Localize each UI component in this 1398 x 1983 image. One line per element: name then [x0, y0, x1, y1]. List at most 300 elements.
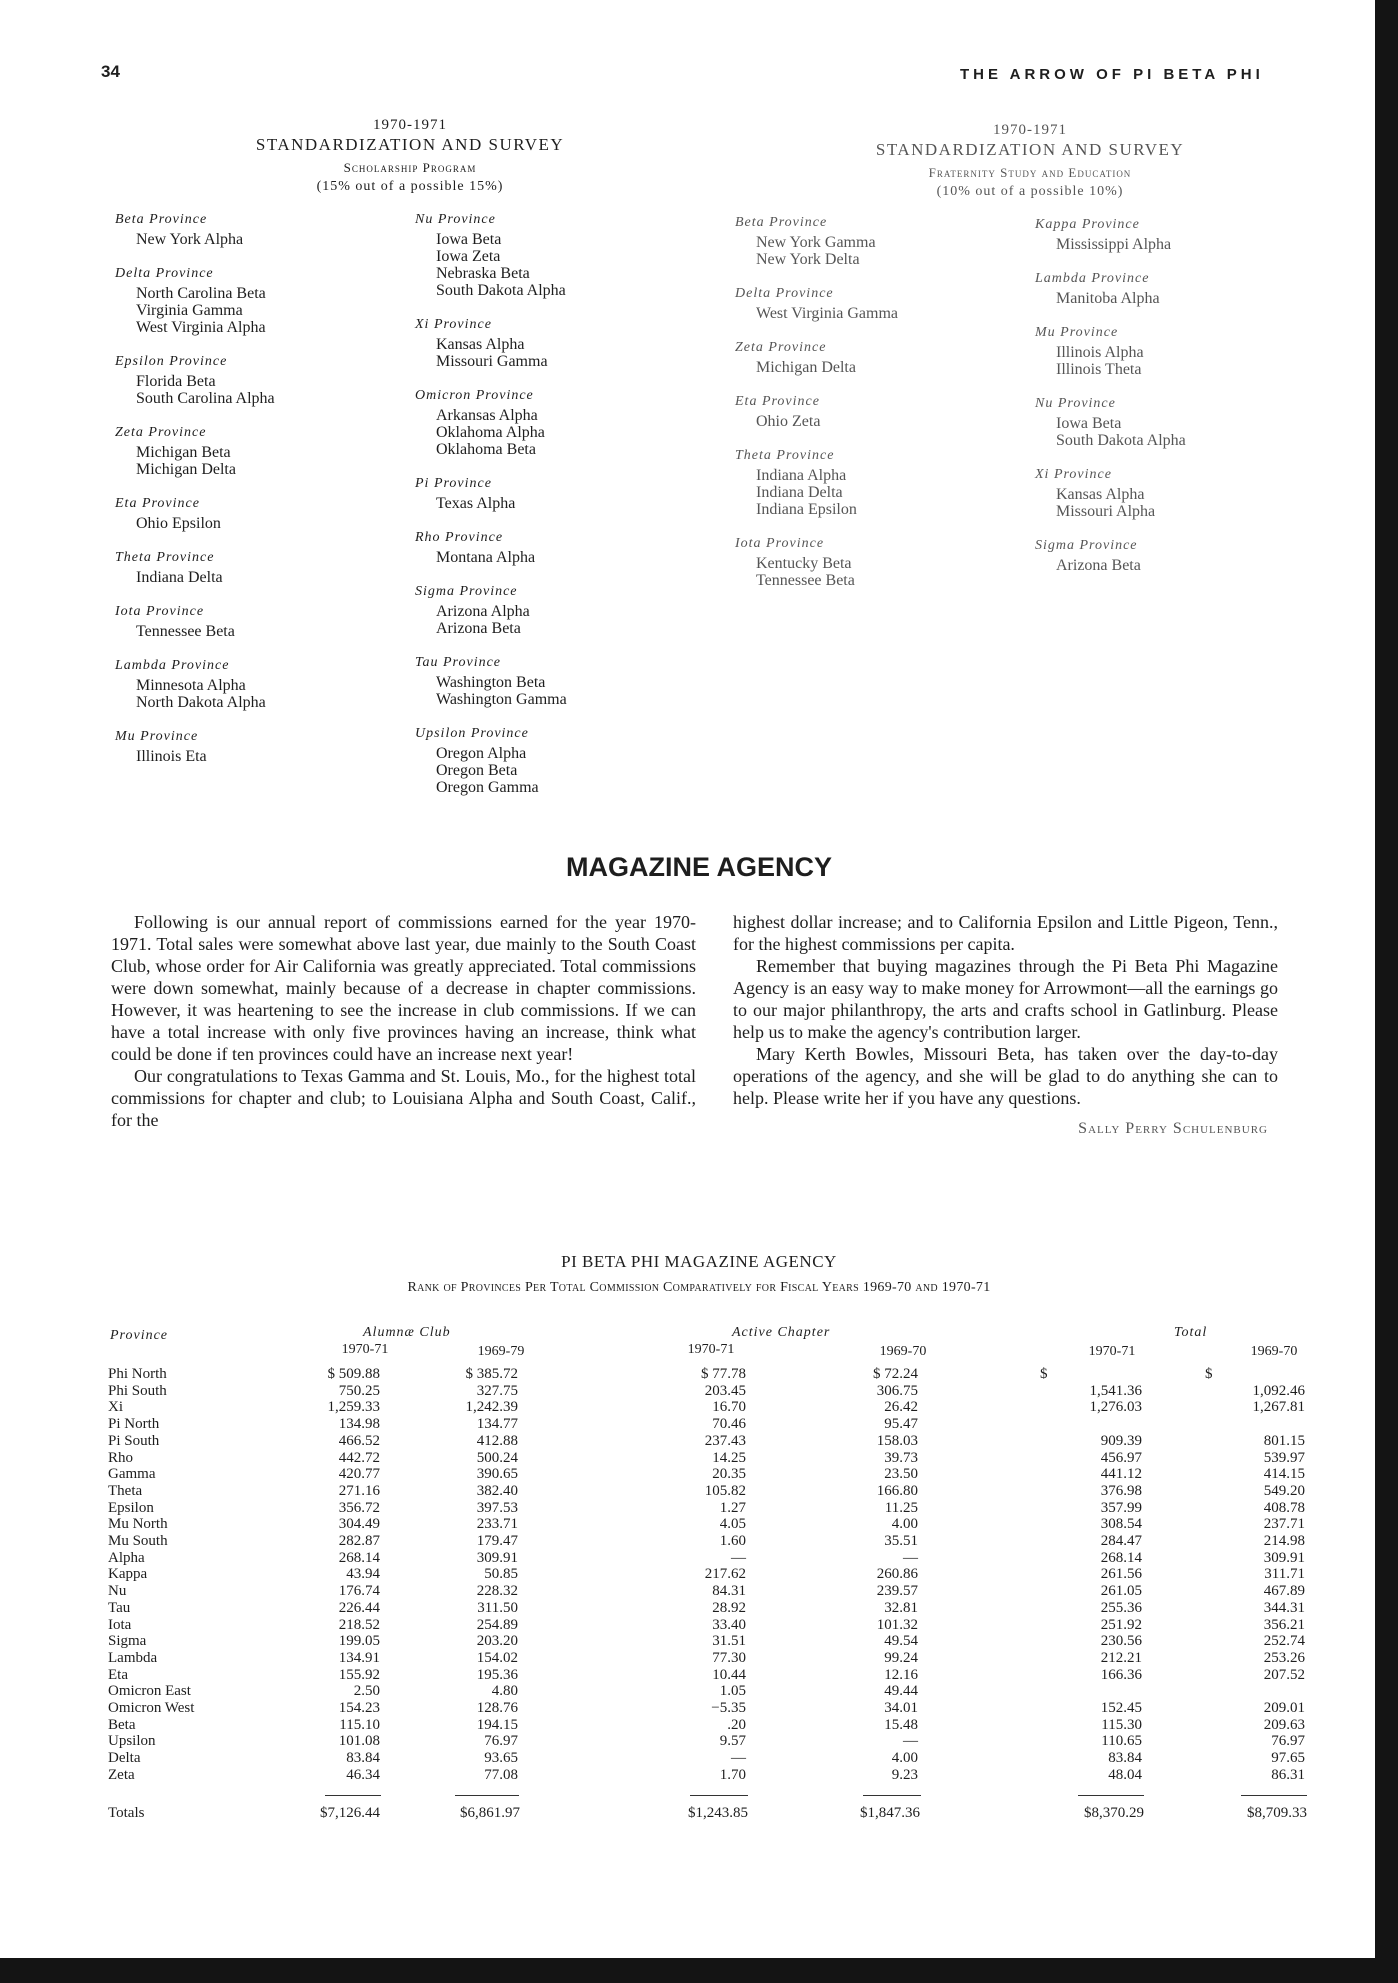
table-cell: 441.12 [1100, 1466, 1142, 1483]
table-cell: 128.76 [476, 1700, 518, 1716]
chapter-name: South Dakota Alpha [436, 282, 566, 299]
table-cell: 43.94 [346, 1566, 380, 1583]
province-name: Theta Province [735, 448, 835, 463]
table-subtitle: Rank of Provinces Per Total Commission Comparatively for Fiscal Years 1969-70 and 1970-71 [407, 1280, 991, 1295]
table-cell: 179.47 [476, 1533, 518, 1549]
table-cell: 1,259.33 [327, 1399, 380, 1416]
table-cell: 154.23 [338, 1700, 380, 1716]
table-cell: 155.92 [338, 1666, 380, 1683]
table-cell: 4.05 [719, 1516, 746, 1533]
table-cell: 1,267.81 [1252, 1399, 1305, 1416]
table-cell: 237.43 [704, 1432, 746, 1449]
chapter-name: West Virginia Gamma [756, 305, 899, 322]
chapter-name: Oregon Gamma [436, 779, 539, 796]
magazine-right-column [733, 911, 1278, 1140]
table-cell: 228.32 [476, 1583, 518, 1600]
province-name: Iota Province [115, 604, 205, 619]
table-row-province: Omicron East [108, 1683, 191, 1700]
chapter-name: Ohio Zeta [756, 413, 821, 430]
table-cell: 1,276.03 [1089, 1399, 1142, 1416]
fraternity-study-program: Fraternity Study and Education [928, 165, 1132, 180]
province-name: Upsilon Province [415, 726, 529, 741]
province-group [415, 475, 715, 512]
total-header: Total [1174, 1325, 1208, 1340]
table-cell: 327.75 [476, 1382, 518, 1399]
province-name: Eta Province [115, 496, 200, 511]
table-cell: 4.00 [891, 1516, 918, 1533]
table-cell: 304.49 [338, 1516, 380, 1533]
chapter-name: Iowa Beta [436, 231, 502, 248]
chapter-name: Kansas Alpha [436, 336, 525, 353]
table-cell: 83.84 [346, 1750, 380, 1767]
table-cell: 356.21 [1263, 1616, 1305, 1633]
table-cell: 308.54 [1100, 1516, 1142, 1533]
chapter-name: Arkansas Alpha [436, 407, 538, 424]
table-cell: — [903, 1733, 918, 1750]
fraternity-study-col-2 [1035, 216, 1335, 591]
table-cell: 252.74 [1263, 1633, 1305, 1650]
province-group [115, 353, 415, 407]
table-cell: 70.46 [712, 1416, 746, 1433]
province-group [1035, 537, 1335, 574]
table-cell: 176.74 [338, 1583, 380, 1600]
chapter-name: Oregon Beta [436, 762, 518, 779]
table-row-province: Eta [108, 1666, 128, 1683]
scholarship-header [230, 116, 590, 196]
table-cell: 500.24 [476, 1449, 518, 1466]
table-cell: 268.14 [338, 1549, 380, 1566]
chapter-name: Indiana Delta [756, 484, 843, 501]
total-rule [1241, 1795, 1307, 1796]
table-cell: 84.31 [712, 1583, 746, 1600]
province-name: Lambda Province [115, 658, 230, 673]
table-row-province: Epsilon [108, 1499, 154, 1516]
total-cell: $6,861.97 [460, 1805, 520, 1821]
table-cell: 28.92 [712, 1599, 746, 1616]
table-cell: 101.32 [876, 1616, 918, 1633]
table-cell: 93.65 [484, 1750, 518, 1767]
province-group [1035, 324, 1335, 378]
table-cell: 166.80 [876, 1482, 918, 1499]
total-rule [455, 1795, 519, 1796]
fraternity-study-header [840, 121, 1220, 201]
table-cell: 9.23 [891, 1766, 918, 1783]
table-cell: 408.78 [1263, 1499, 1305, 1516]
table-cell: 2.50 [353, 1683, 380, 1700]
page-number: 34 [101, 62, 120, 81]
table-cell: 12.16 [884, 1666, 918, 1683]
magazine-paragraph: Following is our annual report of commissions earned for the year 1970-1971. Total sales were somewhat above last year, due mainly to the South Coast Club, whose order for Air California was greatly appreciated. Total commissions were down somewhat, mainly because of a decrease in chapter commissions. However, it was heartening to see the increase in club commissions. If we can have a total increase with only five provinces having an increase, think what could be done if ten provinces could have an increase next year! [111, 912, 696, 1064]
table-cell: 203.45 [704, 1382, 746, 1399]
chapter-name: Oklahoma Alpha [436, 424, 545, 441]
chapter-name: Michigan Delta [756, 359, 856, 376]
table-cell: 99.24 [884, 1649, 918, 1666]
province-group [115, 424, 415, 478]
table-row-province: Sigma [108, 1633, 147, 1650]
table-cell: 16.70 [712, 1399, 746, 1416]
chapter-name: Arizona Alpha [436, 603, 530, 620]
table-cell: 152.45 [1100, 1700, 1142, 1716]
table-cell: 253.26 [1263, 1649, 1305, 1666]
province-name: Rho Province [415, 530, 504, 545]
total-rule [1078, 1795, 1144, 1796]
chapter-name: Arizona Beta [436, 620, 521, 637]
magazine-agency-title: MAGAZINE AGENCY [565, 852, 832, 882]
table-cell: 35.51 [884, 1533, 918, 1549]
province-name: Zeta Province [735, 340, 827, 355]
chapter-name: Arizona Beta [1056, 557, 1141, 574]
chapter-name: Illinois Eta [136, 748, 207, 765]
table-row-province: Phi North [108, 1366, 167, 1382]
chapter-name: New York Delta [756, 251, 860, 268]
total-rule [325, 1795, 381, 1796]
chapter-name: New York Alpha [136, 231, 244, 248]
table-cell: 115.10 [339, 1716, 380, 1733]
province-name: Zeta Province [115, 425, 207, 440]
table-row-province: Pi North [108, 1416, 160, 1433]
table-cell: 134.77 [476, 1416, 518, 1433]
magazine-paragraph-continued: highest dollar increase; and to California Epsilon and Little Pigeon, Tenn., for the highest commissions per capita. [733, 912, 1278, 954]
table-cell: 271.16 [338, 1482, 380, 1499]
magazine-paragraph: Remember that buying magazines through the Pi Beta Phi Magazine Agency is an easy way to make money for Arrowmont—all the earnings go to our major philanthropy, the arts and crafts school in Gatlinburg. Please help us to make the agency's contribution larger. [733, 956, 1278, 1042]
chapter-name: New York Gamma [756, 234, 876, 251]
chapter-name: Indiana Alpha [756, 467, 847, 484]
province-name: Pi Province [415, 476, 492, 491]
table-cell: 282.87 [338, 1533, 380, 1549]
chapter-name: Montana Alpha [436, 549, 536, 566]
province-name: Nu Province [415, 212, 496, 227]
table-row-province: Gamma [108, 1466, 156, 1483]
table-cell: 207.52 [1263, 1666, 1305, 1683]
table-row-province: Tau [108, 1599, 131, 1616]
year-header: 1969-70 [1250, 1344, 1298, 1359]
table-cell: 750.25 [338, 1382, 380, 1399]
year-header: 1969-79 [477, 1344, 525, 1359]
province-group [1035, 216, 1335, 253]
table-cell: 195.36 [476, 1666, 518, 1683]
province-name: Sigma Province [1035, 538, 1138, 553]
running-head: THE ARROW OF PI BETA PHI [960, 66, 1264, 83]
table-row-province: Zeta [108, 1766, 135, 1783]
magazine-paragraph: Our congratulations to Texas Gamma and St. Louis, Mo., for the highest total commissions for chapter and club; to Louisiana Alpha and South Coast, Calif., for the [111, 1066, 696, 1130]
table-cell: 801.15 [1263, 1432, 1305, 1449]
table-cell: 76.97 [1271, 1733, 1305, 1750]
table-row-province: Alpha [108, 1549, 145, 1566]
table-cell: 4.80 [491, 1683, 518, 1700]
province-group [415, 583, 715, 637]
table-cell: $ 77.78 [701, 1366, 746, 1382]
table-cell: 194.15 [476, 1716, 518, 1733]
table-cell: 309.91 [476, 1549, 518, 1566]
table-cell: 1,092.46 [1252, 1382, 1305, 1399]
province-name: Delta Province [735, 286, 834, 301]
table-row-province: Upsilon [108, 1733, 156, 1750]
table-cell: 306.75 [876, 1382, 918, 1399]
province-name: Delta Province [115, 266, 214, 281]
scholarship-subtitle: (15% out of a possible 15%) [316, 179, 504, 194]
table-row-province: Lambda [108, 1649, 158, 1666]
magazine-paragraph: Mary Kerth Bowles, Missouri Beta, has taken over the day-to-day operations of the agency, and she will be glad to do anything she can to help. Please write her if you have any questions. [733, 1044, 1278, 1108]
province-group [415, 387, 715, 458]
province-group [735, 535, 1025, 589]
totals-label: Totals [108, 1805, 145, 1821]
table-cell: 105.82 [704, 1482, 746, 1499]
table-cell: 86.31 [1271, 1766, 1305, 1783]
chapter-name: Manitoba Alpha [1056, 290, 1160, 307]
chapter-name: Washington Gamma [436, 691, 567, 708]
table-cell: 110.65 [1101, 1733, 1142, 1750]
table-cell: 1.05 [719, 1683, 746, 1700]
table-cell: 32.81 [884, 1599, 918, 1616]
table-row-province: Kappa [108, 1566, 148, 1583]
table-cell: 101.08 [338, 1733, 380, 1750]
table-row-province: Theta [108, 1482, 143, 1499]
province-name: Mu Province [115, 729, 199, 744]
chapter-name: Iowa Beta [1056, 415, 1122, 432]
table-cell: 217.62 [704, 1566, 746, 1583]
province-name: Mu Province [1035, 325, 1119, 340]
province-group [115, 495, 415, 532]
table-cell: 397.53 [476, 1499, 518, 1516]
scholarship-year: 1970-1971 [373, 117, 447, 133]
table-cell: 356.72 [338, 1499, 380, 1516]
table-cell: 158.03 [876, 1432, 918, 1449]
province-group [415, 316, 715, 370]
chapter-name: South Dakota Alpha [1056, 432, 1186, 449]
table-cell: 76.97 [484, 1733, 518, 1750]
table-cell: 344.31 [1263, 1599, 1305, 1616]
total-cell: $7,126.44 [320, 1805, 380, 1821]
chapter-name: South Carolina Alpha [136, 390, 275, 407]
province-name: Tau Province [415, 655, 502, 670]
province-group [115, 657, 415, 711]
table-cell: 97.65 [1271, 1750, 1305, 1767]
table-cell: 11.25 [884, 1499, 918, 1516]
table-cell: 254.89 [476, 1616, 518, 1633]
table-cell: 48.04 [1108, 1766, 1142, 1783]
table-cell: $ 509.88 [327, 1366, 380, 1382]
province-group [415, 211, 715, 299]
table-cell: 46.34 [346, 1766, 380, 1783]
province-name: Eta Province [735, 394, 820, 409]
table-cell: 909.39 [1100, 1432, 1142, 1449]
fraternity-study-col-1 [735, 214, 1025, 606]
table-cell: 83.84 [1108, 1750, 1142, 1767]
chapter-name: Indiana Epsilon [756, 501, 857, 518]
table-title: PI BETA PHI MAGAZINE AGENCY [561, 1252, 837, 1271]
table-cell: 255.36 [1100, 1599, 1142, 1616]
fraternity-study-year: 1970-1971 [993, 122, 1067, 138]
chapter-name: Iowa Zeta [436, 248, 501, 265]
table-cell: 134.98 [338, 1416, 380, 1433]
table-row-province: Mu North [108, 1516, 168, 1533]
table-cell: 442.72 [338, 1449, 380, 1466]
table-cell: 49.44 [884, 1683, 918, 1700]
alumnae-club-header: Alumnæ Club [363, 1325, 451, 1340]
scholarship-col-2 [415, 211, 715, 813]
chapter-name: Minnesota Alpha [136, 677, 246, 694]
table-cell: 260.86 [876, 1566, 918, 1583]
table-cell: 1.27 [719, 1499, 746, 1516]
scholarship-program: Scholarship Program [343, 160, 477, 175]
table-cell: 23.50 [884, 1466, 918, 1483]
table-cell: $ [1040, 1366, 1048, 1382]
table-row-province: Rho [108, 1449, 134, 1466]
table-cell: 284.47 [1100, 1533, 1142, 1549]
chapter-name: Michigan Delta [136, 461, 236, 478]
year-header: 1970-71 [341, 1342, 389, 1357]
table-cell: −5.35 [711, 1700, 746, 1716]
province-name: Xi Province [1035, 467, 1112, 482]
province-name: Theta Province [115, 550, 215, 565]
magazine-left-column [111, 911, 696, 1131]
table-row-province: Omicron West [108, 1700, 195, 1716]
table-cell: 251.92 [1100, 1616, 1142, 1633]
province-group [115, 549, 415, 586]
table-cell: 230.56 [1100, 1633, 1142, 1650]
total-cell: $8,709.33 [1247, 1805, 1307, 1821]
table-cell: 390.65 [476, 1466, 518, 1483]
table-cell: 50.85 [484, 1566, 518, 1583]
table-row-province: Xi [108, 1399, 123, 1416]
table-cell: 539.97 [1263, 1449, 1305, 1466]
chapter-name: North Dakota Alpha [136, 694, 266, 711]
province-name: Iota Province [735, 536, 825, 551]
table-cell: 311.50 [477, 1599, 518, 1616]
table-cell: 134.91 [338, 1649, 380, 1666]
table-cell: 95.47 [884, 1416, 918, 1433]
chapter-name: North Carolina Beta [136, 285, 266, 302]
page-edge-bottom [0, 1958, 1398, 1983]
province-name: Sigma Province [415, 584, 518, 599]
table-cell: .20 [727, 1716, 746, 1733]
table-cell: 26.42 [884, 1399, 918, 1416]
table-cell: 261.05 [1100, 1583, 1142, 1600]
table-cell: 467.89 [1263, 1583, 1305, 1600]
table-cell: 1.70 [719, 1766, 746, 1783]
year-header: 1970-71 [687, 1342, 735, 1357]
province-group [735, 214, 1025, 268]
chapter-name: Illinois Alpha [1056, 344, 1144, 361]
chapter-name: Kansas Alpha [1056, 486, 1145, 503]
table-cell: 77.08 [484, 1766, 518, 1783]
table-cell: 412.88 [476, 1432, 518, 1449]
chapter-name: Indiana Delta [136, 569, 223, 586]
table-cell: 31.51 [712, 1633, 746, 1650]
table-cell: 203.20 [476, 1633, 518, 1650]
fraternity-study-subtitle: (10% out of a possible 10%) [936, 184, 1124, 199]
table-cell: 15.48 [884, 1716, 918, 1733]
scholarship-col-1 [115, 211, 415, 782]
table-cell: 309.91 [1263, 1549, 1305, 1566]
table-row-province: Pi South [108, 1432, 160, 1449]
table-cell: 14.25 [712, 1449, 746, 1466]
province-group [735, 393, 1025, 430]
table-cell: 239.57 [876, 1583, 918, 1600]
table-cell: 166.36 [1100, 1666, 1142, 1683]
table-cell: 1.60 [719, 1533, 746, 1549]
table-cell: 218.52 [338, 1616, 380, 1633]
table-cell: — [903, 1549, 918, 1566]
province-group [415, 725, 715, 796]
chapter-name: Tennessee Beta [756, 572, 855, 589]
chapter-name: Nebraska Beta [436, 265, 530, 282]
table-row-province: Beta [108, 1716, 136, 1733]
total-cell: $1,243.85 [688, 1805, 748, 1821]
table-cell: 9.57 [719, 1733, 746, 1750]
table-cell: 199.05 [338, 1633, 380, 1650]
year-header: 1970-71 [1088, 1344, 1136, 1359]
table-cell: $ [1205, 1366, 1213, 1382]
province-name: Lambda Province [1035, 271, 1150, 286]
table-cell: 39.73 [884, 1449, 918, 1466]
fraternity-study-title: STANDARDIZATION AND SURVEY [875, 140, 1185, 159]
table-cell: 261.56 [1100, 1566, 1142, 1583]
table-cell: 77.30 [712, 1649, 746, 1666]
table-cell: 226.44 [338, 1599, 380, 1616]
table-cell: 34.01 [884, 1700, 918, 1716]
chapter-name: West Virginia Alpha [136, 319, 266, 336]
table-cell: 214.98 [1263, 1533, 1305, 1549]
table-cell: 115.30 [1101, 1716, 1142, 1733]
table-cell: 20.35 [712, 1466, 746, 1483]
signature: Sally Perry Schulenburg [1078, 1120, 1268, 1137]
province-group [1035, 270, 1335, 307]
table-cell: 212.21 [1100, 1649, 1142, 1666]
total-rule [690, 1795, 748, 1796]
table-cell: 209.01 [1263, 1700, 1305, 1716]
province-name: Nu Province [1035, 396, 1116, 411]
table-cell: — [731, 1549, 746, 1566]
chapter-name: Michigan Beta [136, 444, 231, 461]
table-cell: $ 385.72 [465, 1366, 518, 1382]
province-name: Epsilon Province [115, 354, 228, 369]
chapter-name: Tennessee Beta [136, 623, 235, 640]
chapter-name: Oklahoma Beta [436, 441, 536, 458]
table-cell: 49.54 [884, 1633, 918, 1650]
chapter-name: Ohio Epsilon [136, 515, 221, 532]
province-group [735, 339, 1025, 376]
chapter-name: Illinois Theta [1056, 361, 1142, 378]
chapter-name: Texas Alpha [436, 495, 516, 512]
total-cell: $8,370.29 [1084, 1805, 1144, 1821]
province-group [1035, 395, 1335, 449]
province-group [1035, 466, 1335, 520]
province-name: Omicron Province [415, 388, 534, 403]
province-name: Beta Province [735, 215, 828, 230]
table-row-province: Phi South [108, 1382, 167, 1399]
province-name: Beta Province [115, 212, 208, 227]
table-cell: 268.14 [1100, 1549, 1142, 1566]
table-cell: 420.77 [338, 1466, 380, 1483]
table-row-province: Iota [108, 1616, 132, 1633]
table-row-province: Nu [108, 1583, 127, 1600]
province-group [115, 211, 415, 248]
province-name: Xi Province [415, 317, 492, 332]
province-group [115, 728, 415, 765]
total-cell: $1,847.36 [860, 1805, 920, 1821]
active-chapter-header: Active Chapter [732, 1325, 831, 1340]
chapter-name: Missouri Gamma [436, 353, 548, 370]
table-cell: 233.71 [476, 1516, 518, 1533]
scholarship-title: STANDARDIZATION AND SURVEY [255, 135, 565, 154]
province-group [415, 654, 715, 708]
table-cell: 10.44 [712, 1666, 746, 1683]
table-cell: 237.71 [1263, 1516, 1305, 1533]
table-cell: 1,242.39 [465, 1399, 518, 1416]
province-group [735, 285, 1025, 322]
total-rule [863, 1795, 921, 1796]
